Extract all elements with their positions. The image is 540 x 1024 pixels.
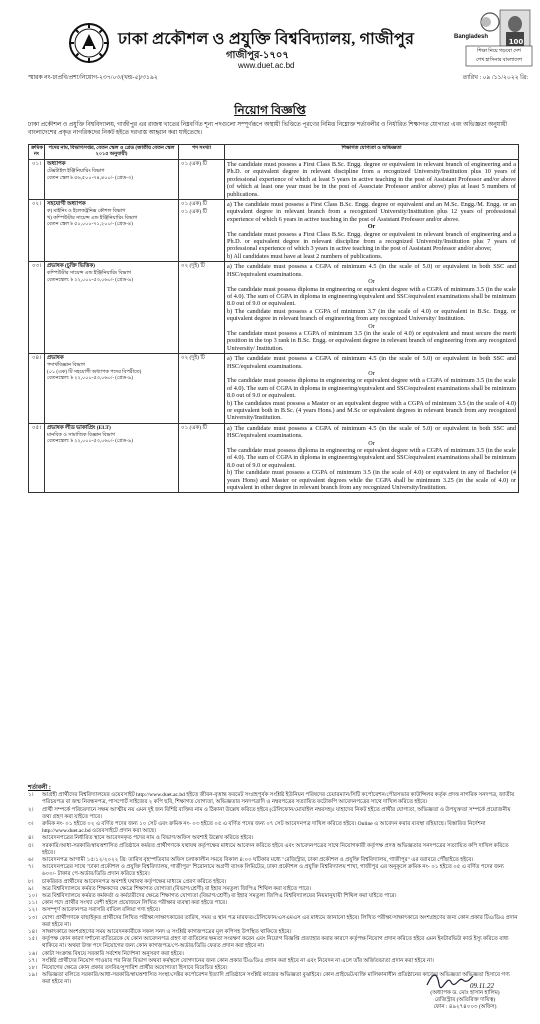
qualification-paragraph: The candidate must possess diploma in engineering or equivalent degree with a CGPA of minimum 3.5 (in the scale of 4.0). The sum of CGPA in diploma in engineering/equivalent and SSC/equivalent examinations shall be minimum 8.0 out of 9.0 or equivalent. bbox=[227, 447, 516, 469]
row-count: ০২ (দুই) টি bbox=[179, 354, 225, 424]
row-qualification bbox=[225, 262, 519, 354]
condition-number: ১২। bbox=[28, 907, 38, 914]
row-count: ০১ (এক) টি bbox=[179, 160, 225, 200]
condition-number: ৬। bbox=[28, 857, 34, 864]
condition-number: ১৪। bbox=[28, 929, 38, 936]
condition-text: অত্র বিশ্ববিদ্যালয়ে কর্মরত কর্মকর্তা ও কর্মচারীদের ক্ষেত্রে শিক্ষাগত যোগ্যতা (বিভাগ/শ্রেণী) বা ইহার সমতুল্য জিপিএ বিশ্ববিদ্যালয়ের নিয়মানুযায়ী শিথিল করা যাইতে পারে। bbox=[42, 893, 397, 900]
qualification-or: Or bbox=[367, 223, 376, 231]
post-detail-line: টেক্সটাইল ইঞ্জিনিয়ারিং বিভাগ bbox=[47, 169, 105, 174]
condition-text: নিয়োগের ক্ষেত্রে কোন প্রকার তদবির/সুপারিশ প্রার্থীর অযোগ্যতা হিসাবে বিবেচিত হইবে। bbox=[42, 965, 228, 972]
condition-text: সরকারি/আধা-সরকারি/স্বায়ত্তশাসিত প্রতিষ্ঠানে কর্মরত প্রার্থীগণকে যথাযথ কর্তৃপক্ষের মাধ্যমে আবেদন করিতে হইবে এবং আবেদনপত্রের সাথে নিয়োগকারী কর্তৃপক্ষ প্রদত্ত অভিজ্ঞতার সনদপত্রের সত্যায়িত কপি দাখিল করিতে হইবে। bbox=[42, 842, 509, 856]
qualification-paragraph: The candidate must possess a First Class B.Sc. Engg. degree or equivalent in relevant branch of engineering and a Ph.D. or equivalent degree in relevant discipline from a recognized University/Institution plus 10 years of professional experience of which at least 5 years in active teaching in the post of Assistant Professor and/or above (of which at least one year must be in the post of Associate Professor and/or above) plus at least 5 numbers of publications. bbox=[227, 161, 516, 198]
condition-text: কোটা সংক্রান্ত বিষয়ে সরকারি সর্বশেষ নির্দেশনা অনুসরণ করা হইবে। bbox=[42, 950, 184, 957]
table-row bbox=[29, 354, 519, 424]
condition-text: অত্র বিশ্ববিদ্যালয়ে কর্মরত শিক্ষকদের ক্ষেত্রে শিক্ষাগত যোগ্যতা (বিভাগ/শ্রেণী) বা ইহার সমতুল্য জিপিএ শিথিল করা যাইতে পারে। bbox=[42, 885, 312, 892]
post-detail-line: বেতনস্কেল: ৳ ২২,০০০-৫৩,০৬০/- (গ্রেড-৯) bbox=[47, 439, 133, 445]
condition-number: ১৭। bbox=[28, 957, 38, 964]
qualification-paragraph: b) The candidate must possess a CGPA of minimum 3.5 (in the scale of 4.0) or equivalent in any of Bachelor (4 years Hons) and Master or equivalent degrees while the CGPA shall be minimum 3.25 (in the scale of 4.0) or equivalent in other degree in relevant branch from any recognized University/Institution. bbox=[227, 469, 516, 492]
row-serial: ০২। bbox=[29, 200, 45, 262]
condition-number: ১৫। bbox=[28, 936, 38, 943]
university-address: গাজীপুর-১৭০৭ bbox=[226, 50, 289, 61]
post-title: প্রভাষক (চুক্তি ভিত্তিক) bbox=[47, 263, 96, 270]
post-detail-line: বেতন স্কেল ৳ ৫০,০০০-৭১,২০০/- (গ্রেড-৪) bbox=[47, 222, 133, 228]
qualification-paragraph: b) The candidates must possess a Master or an equivalent degree with a CGPA of minimum 3.5 (in the scale of 4.0) or equivalent both in B.Sc. (4 years Hons.) and M.Sc or equivalent degrees in relevant branch from any recognized University/Institution. bbox=[227, 399, 516, 422]
condition-item bbox=[28, 907, 518, 914]
post-detail-line: (০১ (এক) টি সহযোগী অধ্যাপক পদের বিপরীতে) bbox=[47, 369, 142, 375]
qualification-or: Or bbox=[368, 322, 375, 330]
post-title: অধ্যাপক bbox=[47, 161, 66, 167]
row-serial: ০৫। bbox=[29, 423, 45, 493]
condition-number: ৫। bbox=[28, 842, 34, 849]
memo-number: স্মারক নং-ঢাপ্রবি/প্রশা/নিয়োগ-২৩৭/০৩/(খন্ড-৫)/৩১৯২ bbox=[28, 75, 158, 81]
condition-number: ৯। bbox=[28, 885, 34, 892]
condition-text: অসম্পূর্ণ আবেদনপত্র সরাসরি বাতিল বলিয়া গণ্য হইবে। bbox=[42, 907, 160, 914]
badge-slogan-1: শিক্ষা নিয়ে গড়বো দেশ bbox=[477, 49, 521, 54]
header-qualification: শিক্ষাগত যোগ্যতা ও অভিজ্ঞতা bbox=[225, 145, 519, 160]
post-detail-line: মানবিক ও সামাজিক বিজ্ঞান বিভাগ bbox=[47, 432, 116, 438]
row-qualification bbox=[225, 423, 519, 493]
condition-text: প্রার্থী সম্পর্কে পরিচয়দানে সক্ষম আত্মীয় নয় এমন দুই জন বিশিষ্ট ব্যক্তির নাম ও ঠিকানা উল্লেখ করিতে হইবে (টেলিফোন/মোবাইল নম্বরসহ)। যাহাদের নিকট হইতে প্রার্থীর যোগ্যতা, অভিজ্ঞতা ও উপযুক্ততা সম্পর্কে প্রয়োজনীয় তথ্য গ্রহণ করা যাইতে পারে। bbox=[42, 806, 511, 820]
condition-number: ১০। bbox=[28, 893, 38, 900]
notice-date: তারিখ : ০৯ /১১/২০২২ খ্রি: bbox=[462, 75, 528, 81]
signatory-designation: রেজিস্ট্রার (অতিরিক্ত দায়িত্ব) bbox=[434, 997, 496, 1003]
qualification-paragraph: b) All candidates must have at least 2 numbers of publications. bbox=[227, 252, 383, 260]
row-post bbox=[45, 423, 179, 493]
condition-number: ১৯। bbox=[28, 972, 38, 979]
table-row bbox=[29, 200, 519, 262]
qualification-paragraph: a) The candidate must possess a CGPA of minimum 4.5 (in the scale of 5.0) or equivalent in both SSC and HSC/equivalent examinations. bbox=[227, 355, 516, 370]
condition-text: সংশ্লিষ্ট প্রার্থীদের নিয়োগ পাওয়ার পর নিজ বিভাগ অথবা কর্মস্থলে যোগদানের জন্য কোন প্রকার টিএ/ডিএ প্রদান করা হইবে না এবং নিবেদন না এলে তাঁর অর্জিতভাতা প্রদান করা হইবে না। bbox=[42, 957, 434, 964]
condition-number: ৩। bbox=[28, 821, 34, 828]
condition-number: ১৩। bbox=[28, 914, 38, 921]
post-detail-line: বেতনস্কেল: ৳ ২২,০০০-৫৩,০৬০/- (গ্রেড-৯) bbox=[47, 376, 133, 382]
row-serial: ০৪। bbox=[29, 354, 45, 424]
condition-item bbox=[28, 936, 518, 950]
conditions-heading: শর্তাবলী : bbox=[28, 785, 51, 791]
condition-text: আবেদনপত্রের সাথে "ঢাকা প্রকৌশল ও প্রযুক্তি বিশ্ববিদ্যালয়, গাজীপুর" শিরোনামে অগ্রণী ব্যাংক লিমিটেড, ঢাকা প্রকৌশল ও প্রযুক্তি বিশ্ববিদ্যালয় শাখা, গাজীপুর এর অনুকূলে ক্রমিক নং- ০১ হইতে ০৫ এ বর্ণিত পদের জন্য ৬০০/- টাকার পে-অর্ডার/ডিডি প্রদান করিতে হইবে। bbox=[42, 864, 504, 878]
row-qualification bbox=[225, 160, 519, 200]
post-detail-line: পদার্থবিজ্ঞান বিভাগ bbox=[47, 363, 86, 369]
post-title: সহযোগী অধ্যাপক bbox=[47, 201, 86, 208]
condition-item bbox=[28, 886, 518, 893]
condition-text: অভিজ্ঞতা বলিতে সরকারি/আধা-সরকারি/স্বায়ত্তশাসিত সংস্থা/সেক্টর কর্পোরেশন ইত্যাদি প্রতিষ্ঠানে সংশ্লিষ্ট কাজের অভিজ্ঞতা বুঝাইবে। কোন প্রাইভেট/ব্যক্তি মালিকানাধীন প্রতিষ্ঠানের কাজের অভিজ্ঞতা অভিজ্ঞতা হিসাবে গণ্য করা হইবে না। bbox=[42, 972, 510, 986]
university-logo-icon bbox=[68, 22, 110, 64]
qualification-paragraph: The candidate must possess diploma in engineering or equivalent degree with a CGPA of minimum 3.5 (in the scale of 4.0). The sum of CGPA in diploma in engineering/equivalent and SSC/equivalent examinations shall be minimum 8.0 out of 9.0 or equivalent. bbox=[227, 285, 516, 308]
qualification-paragraph: a) The candidate must possess a CGPA of minimum 4.5 (in the scale of 5.0) or equivalent in both SSC and HSC/equivalent examinations. bbox=[227, 263, 516, 278]
qualification-paragraph: The candidate must possess diploma in engineering or equivalent degree with a CGPA of minimum 3.5 (in the scale of 4.0). The sum of CGPA in diploma in engineering/equivalent and SSC/equivalent examinations shall be minimum 8.0 out of 9.0 or equivalent. bbox=[227, 377, 516, 400]
condition-text: কর্তৃপক্ষ কোন কারণ দর্শানো ব্যতিরেকে যে কোন আবেদনপত্র গ্রহণ বা বাতিলের ক্ষমতা সংরক্ষণ করেন এবং নিয়োগ বিজ্ঞপ্তি প্রত্যাহার করার কারণে কর্তৃপক্ষ নিয়োগ প্রদান করিতে হইবে এমন ইনটারভিউ কার্ড ইস্যু করিতে বাধ্য থাকিবে না। অথবা উক্ত পদে নিয়োগের জন্য কোন কাগজপত্র/পে-অর্ডার/ডিডি ফেরত প্রদান করা হইবে না। bbox=[42, 936, 509, 950]
condition-item bbox=[28, 792, 518, 806]
qualification-paragraph: a) The candidate must possess a First Class B.Sc. Engg. degree or equivalent and an M.Sc. Engg./M. Engg. or an equivalent degree in relevant branch from a recognized University/Institution plus 12 years of professional experience of which 6 years in active teaching in the post of Assistant Professor and/or above. bbox=[227, 201, 516, 223]
qualification-paragraph: The candidate must possess a CGPA of minimum 3.5 (in the scale of 4.0) or equivalent and must secure the merit position in the top 3 rank in B.Sc. Engg. or equivalent degree in relevant branch of engineering from any recognized University/ Institution. bbox=[227, 329, 516, 352]
header-post: পদের নাম, বিভাগ/দপ্তর, বেতন স্কেল ও গ্রেড (জাতীয় বেতন স্কেল ২০১৫ অনুযায়ী) bbox=[45, 145, 179, 160]
condition-item bbox=[28, 879, 518, 886]
qualification-paragraph: a) The candidate must possess a CGPA of minimum 4.5 (in the scale of 5.0) or equivalent in both SSC and HSC/equivalent examinations. bbox=[227, 424, 516, 440]
qualification-paragraph: b) The candidate must possess a CGPA of minimum 3.7 (in the scale of 4.0) or equivalent in B.Sc. Engg. or equivalent degree in relevant branch of engineering from any recognized University/ Institution. bbox=[227, 307, 516, 323]
qualification-or: Or bbox=[368, 278, 375, 286]
condition-text: ক্রমিক নং- ০১ হইতে ০২ এ বর্ণিত পদের জন্য ১০ সেট এবং ক্রমিক নং- ০৩ হইতে ০৫ এ বর্ণিত পদের জন্য ০৭ সেট আবেদনপত্র দাখিল করিতে হইবে। Online এ আবেদন করার ব্যবস্থা রহিয়াছে। বিস্তারিত নির্দেশনা http://www.duet.ac.bd ওয়েবসাইটে প্রদান করা আছে। bbox=[42, 821, 486, 835]
row-post bbox=[45, 262, 179, 354]
post-detail-line: বেতন স্কেল ৳ ৫৬,৫০০-৭৪,৪০০/- (গ্রেড-৩) bbox=[47, 175, 133, 181]
table-row bbox=[29, 423, 519, 493]
condition-text: আবেদনপত্রের নির্ধারিত স্থানে আবেদনকৃত পদের নাম ও বিভাগ/অফিস অবশ্যই উল্লেখ করিতে হইবে। bbox=[42, 835, 254, 842]
signatory-name: (অধ্যাপক ড. মোঃ হাসান হালিম) bbox=[430, 990, 500, 996]
notice-title: নিয়োগ বিজ্ঞপ্তি bbox=[234, 103, 306, 117]
condition-item bbox=[28, 958, 518, 965]
qualification-paragraph: The candidate must possess a First Class B.Sc. Engg. degree or equivalent in relevant branch of engineering and a Ph.D. or equivalent degree in relevant discipline from a recognized University/Institution plus 7 years of professional experience of which 3 years in active teaching in the post of Assistant Professor and/or above; bbox=[227, 230, 516, 253]
post-detail-line: ক) মাইনিং ও ইলেকট্রনিক্স কৌশল বিভাগ bbox=[47, 209, 126, 215]
condition-item bbox=[28, 951, 518, 958]
university-name: ঢাকা প্রকৌশল ও প্রযুক্তি বিশ্ববিদ্যালয়, গাজীপুর bbox=[118, 31, 415, 48]
row-post bbox=[45, 354, 179, 424]
condition-number: ১। bbox=[28, 792, 34, 799]
row-qualification bbox=[225, 354, 519, 424]
badge-bangladesh-label: Bangladesh bbox=[454, 34, 489, 40]
qualification-or: Or bbox=[368, 369, 375, 377]
signature-date: 09.11.22 bbox=[470, 982, 494, 990]
header-count: পদ সংখ্যা bbox=[179, 145, 225, 160]
condition-number: ৪। bbox=[28, 835, 34, 842]
signature-icon bbox=[425, 970, 475, 990]
signatory-phone: ফোন : ৪৯২৭৪০০৩ (অফিস) bbox=[433, 1004, 497, 1010]
row-post bbox=[45, 160, 179, 200]
qualification-or: Or bbox=[368, 439, 375, 447]
row-count: ০১ (এক) টি ০১ (এক) টি bbox=[179, 200, 225, 262]
condition-item bbox=[28, 843, 518, 857]
condition-text: চাকরিরত প্রার্থীদের আবেদনপত্র অবশ্যই যথাযথ কর্তৃপক্ষের মাধ্যমে প্রেরণ করিতে হইবে। bbox=[42, 878, 227, 885]
condition-text: আবেদনপত্র আগামী ১৫/১২/২০২২ খ্রি: তারিখ বৃহস্পতিবার অফিস চলাকালীন সময়ে বিকাল ৪:০০ ঘটিকার মধ্যে "রেজিস্ট্রার, ঢাকা প্রকৌশল ও প্রযুক্তি বিশ্ববিদ্যালয়, গাজীপুর" এর বরাবরে পৌঁছাইতে হইবে। bbox=[42, 857, 474, 864]
row-count: ০২ (দুই) টি bbox=[179, 262, 225, 354]
svg-text:100: 100 bbox=[508, 38, 524, 46]
condition-item bbox=[28, 915, 518, 929]
table-row bbox=[29, 160, 519, 200]
table-header-row bbox=[29, 145, 519, 160]
row-serial: ০৩। bbox=[29, 262, 45, 354]
condition-text: যোগ্য প্রার্থীগণকে বাছাইকৃত প্রার্থীদের লিখিত পরীক্ষা/সাক্ষাৎকারের তারিখ, সময় ও স্থান পত্র মারফত/টেলিফোন/এসএমএস এর মাধ্যমে জানানো হইবে। লিখিত পরীক্ষা/সাক্ষাৎকারে অংশগ্রহণের জন্য কোন প্রকার টিএ/ডিএ প্রদান করা হইবে না। bbox=[42, 914, 518, 928]
row-post bbox=[45, 200, 179, 262]
post-detail-line: কম্পিউটার সায়েন্স এন্ড ইঞ্জিনিয়ারিং বিভাগ bbox=[47, 271, 132, 277]
row-serial: ০১। bbox=[29, 160, 45, 200]
conditions-section bbox=[28, 785, 518, 987]
condition-number: ৮। bbox=[28, 878, 34, 885]
reference-row bbox=[28, 72, 528, 83]
post-detail-line: খ) কম্পিউটার সায়েন্স এন্ড ইঞ্জিনিয়ারিং বিভাগ bbox=[47, 215, 138, 221]
university-website: www.duet.ac.bd bbox=[238, 61, 295, 70]
condition-number: ৭। bbox=[28, 864, 34, 871]
condition-number: ১৬। bbox=[28, 950, 38, 957]
condition-text: আগ্রহী প্রার্থীদের বিশ্ববিদ্যালয়ের ওয়েবসাইট http://www.duet.ac.bd হইতে জীবন-বৃত্তান্ত ফরমেট সংগ্রহপূর্বক সংশ্লিষ্ট ইউনিয়ন পরিষদের চেয়ারম্যান/সিটি কর্পোরেশন/পৌরসভার কাউন্সিলর কর্তৃক প্রদত্ত নাগরিক সনদপত্র, জাতীয় পরিচয়পত্র বা জন্ম নিবন্ধনপত্র, পাসপোর্ট সাইজের ২ কপি ছবি, শিক্ষাগত যোগ্যতা, অভিজ্ঞতার সনদপত্রাদি ও নম্বরপত্রের সত্যায়িত ফটোকপি আবেদনপত্রের সাথে দাখিল করিতে হইবে। bbox=[42, 792, 515, 806]
condition-text: কোন পদে প্রার্থীর সংখ্যা বেশী হইলে প্রয়োজনে লিখিত পরীক্ষার ব্যবস্থা করা হইতে পারে। bbox=[42, 900, 228, 907]
condition-number: ১১। bbox=[28, 900, 38, 907]
post-title: প্রভাষক লীড ভাকাপ্রিং (ELT) bbox=[47, 424, 111, 431]
condition-item bbox=[28, 864, 518, 878]
condition-item bbox=[28, 807, 518, 821]
notice-intro: ঢাকা প্রকৌশল ও প্রযুক্তি বিশ্ববিদ্যালয়, গাজীপুর এর রাজস্ব খাতের নিম্নবর্ণিত শূন্য পদগুলো সম্পূর্ণরূপে অস্থায়ী ভিত্তিতে পূরণের নিমিত্ত নিম্নোক্ত শর্তাবলীর ও নির্ধারিত শিক্ষাগত যোগ্যতা এবং অভিজ্ঞতা অনুযায়ী বাংলাদেশের প্রকৃত নাগরিকদের নিকট হইতে দরখাস্ত আহ্বান করা যাইতেছে। bbox=[28, 122, 508, 136]
posts-table bbox=[28, 144, 519, 493]
condition-item bbox=[28, 835, 518, 842]
header-serial: ক্রমিক নং bbox=[29, 145, 45, 160]
condition-number: ২। bbox=[28, 806, 34, 813]
row-count: ০১ (এক) টি bbox=[179, 423, 225, 493]
bangladesh-badge bbox=[418, 8, 536, 68]
signature-block bbox=[410, 990, 520, 1011]
condition-number: ১৮। bbox=[28, 965, 38, 972]
table-row bbox=[29, 262, 519, 354]
condition-text: সাক্ষাৎকারে অংশগ্রহণের সময় আবেদনকারীকে সকল সনদ ও সংশ্লিষ্ট কাগজপত্রের মূল কপিসহ উপস্থিত থাকিতে হইবে। bbox=[42, 929, 292, 936]
condition-item bbox=[28, 821, 518, 835]
post-title: প্রভাষক bbox=[47, 355, 64, 362]
row-qualification bbox=[225, 200, 519, 262]
badge-slogan-2: শেখ হাসিনার বাংলাদেশ bbox=[476, 58, 522, 63]
post-detail-line: বেতনস্কেল: ৳ ২২,০০০-৫৩,০৬০/- (গ্রেড-৯) bbox=[47, 277, 133, 283]
